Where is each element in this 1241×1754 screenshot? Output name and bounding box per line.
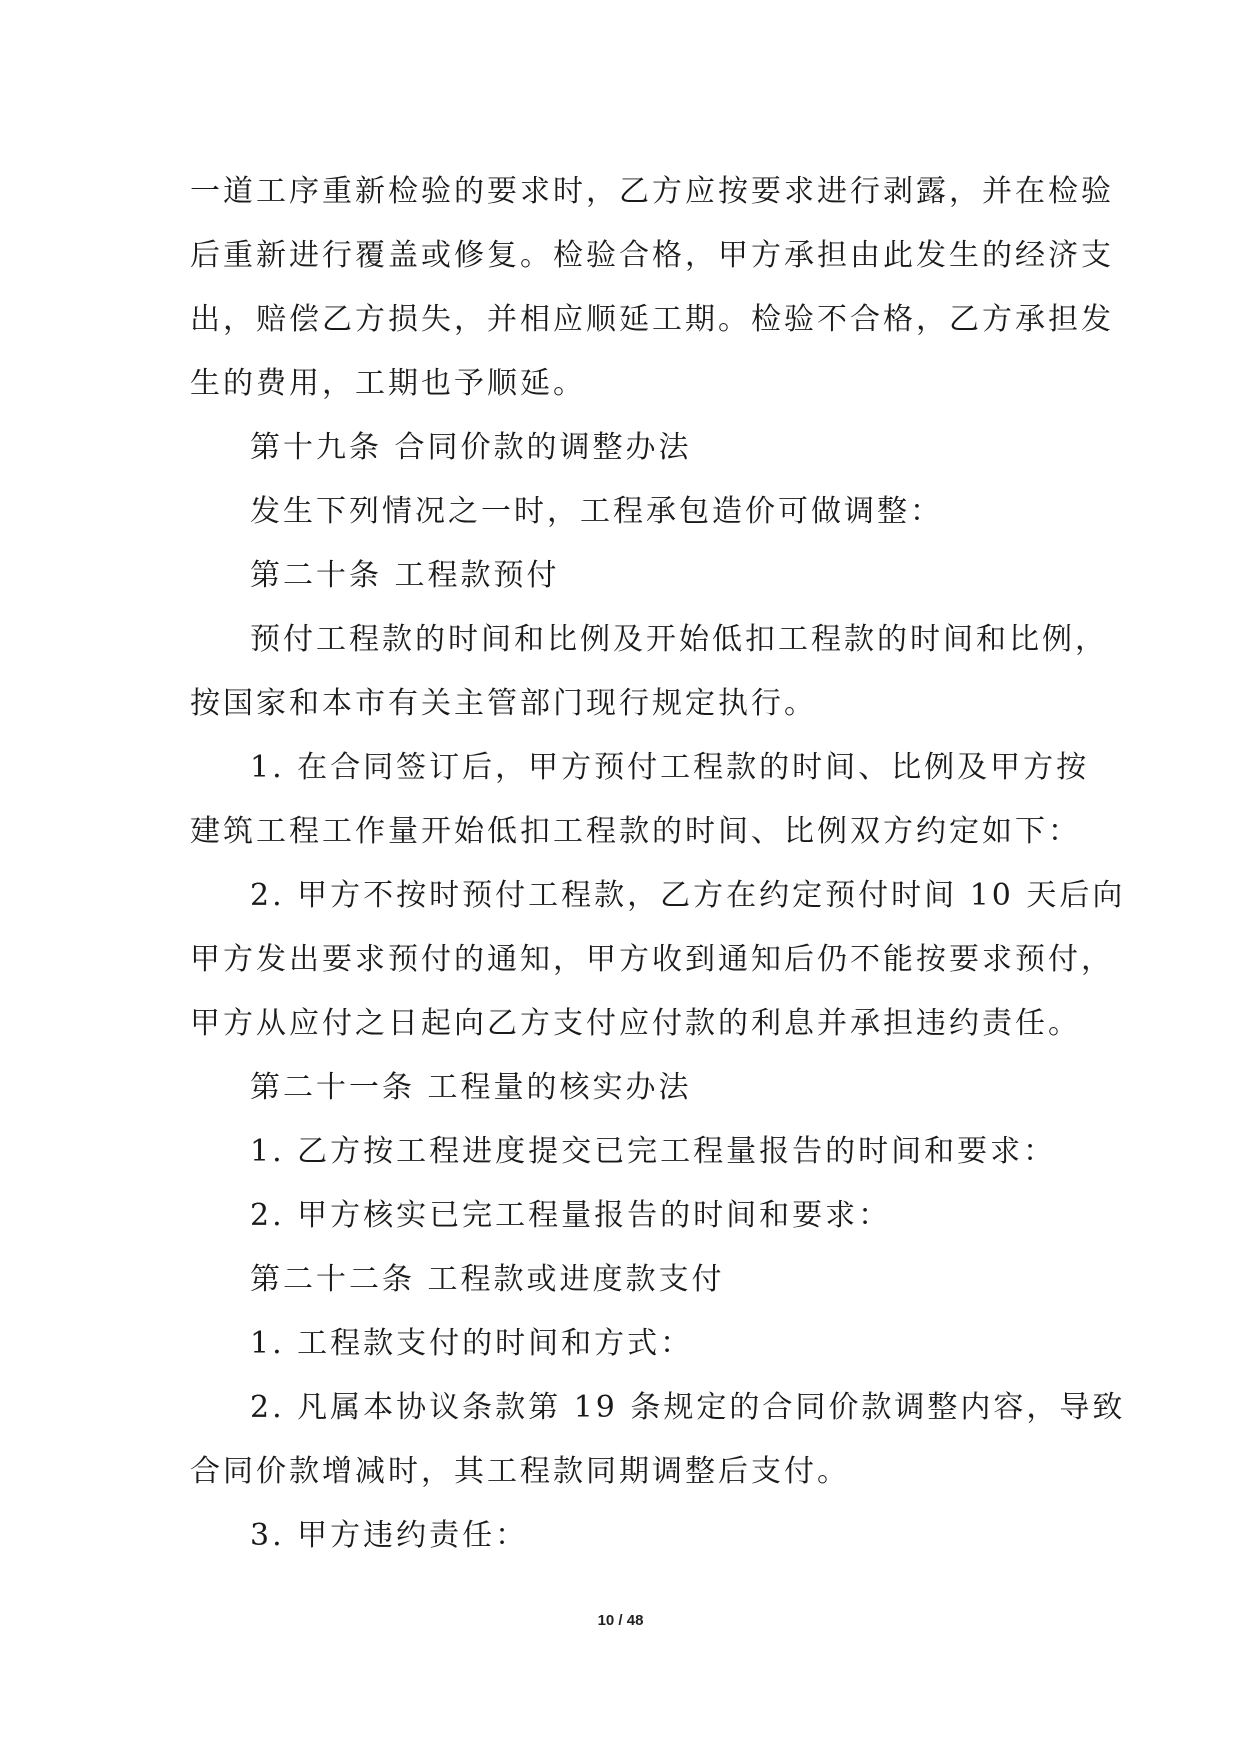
text-line: 合同价款增减时，其工程款同期调整后支付。 — [190, 1454, 850, 1489]
text-line: 生的费用，工期也予顺延。 — [190, 366, 586, 401]
list-item: 1. 乙方按工程进度提交已完工程量报告的时间和要求： — [250, 1134, 1057, 1169]
text-line: 发生下列情况之一时，工程承包造价可做调整： — [250, 494, 943, 529]
text-line: 甲方从应付之日起向乙方支付应付款的利息并承担违约责任。 — [190, 1006, 1081, 1041]
list-item: 1. 在合同签订后，甲方预付工程款的时间、比例及甲方按 — [250, 750, 1090, 785]
text-line: 一道工序重新检验的要求时，乙方应按要求进行剥露，并在检验 — [190, 174, 1114, 209]
article-heading-21: 第二十一条 工程量的核实办法 — [250, 1070, 692, 1105]
list-item: 2. 甲方不按时预付工程款，乙方在约定预付时间 10 天后向 — [250, 878, 1126, 913]
document-body — [190, 160, 1126, 1568]
text-line: 建筑工程工作量开始低扣工程款的时间、比例双方约定如下： — [190, 814, 1081, 849]
list-item: 1. 工程款支付的时间和方式： — [250, 1326, 694, 1361]
article-heading-22: 第二十二条 工程款或进度款支付 — [250, 1262, 725, 1297]
text-line: 甲方发出要求预付的通知，甲方收到通知后仍不能按要求预付， — [190, 942, 1114, 977]
text-line: 按国家和本市有关主管部门现行规定执行。 — [190, 686, 817, 721]
text-line: 出，赔偿乙方损失，并相应顺延工期。检验不合格，乙方承担发 — [190, 302, 1114, 337]
article-heading-19: 第十九条 合同价款的调整办法 — [250, 430, 692, 465]
page-number: 10 / 48 — [597, 1612, 644, 1629]
list-item: 3. 甲方违约责任： — [250, 1518, 529, 1553]
article-heading-20: 第二十条 工程款预付 — [250, 558, 560, 593]
text-line: 预付工程款的时间和比例及开始低扣工程款的时间和比例， — [250, 622, 1108, 657]
list-item: 2. 凡属本协议条款第 19 条规定的合同价款调整内容，导致 — [250, 1390, 1126, 1425]
text-line: 后重新进行覆盖或修复。检验合格，甲方承担由此发生的经济支 — [190, 238, 1114, 273]
list-item: 2. 甲方核实已完工程量报告的时间和要求： — [250, 1198, 892, 1233]
